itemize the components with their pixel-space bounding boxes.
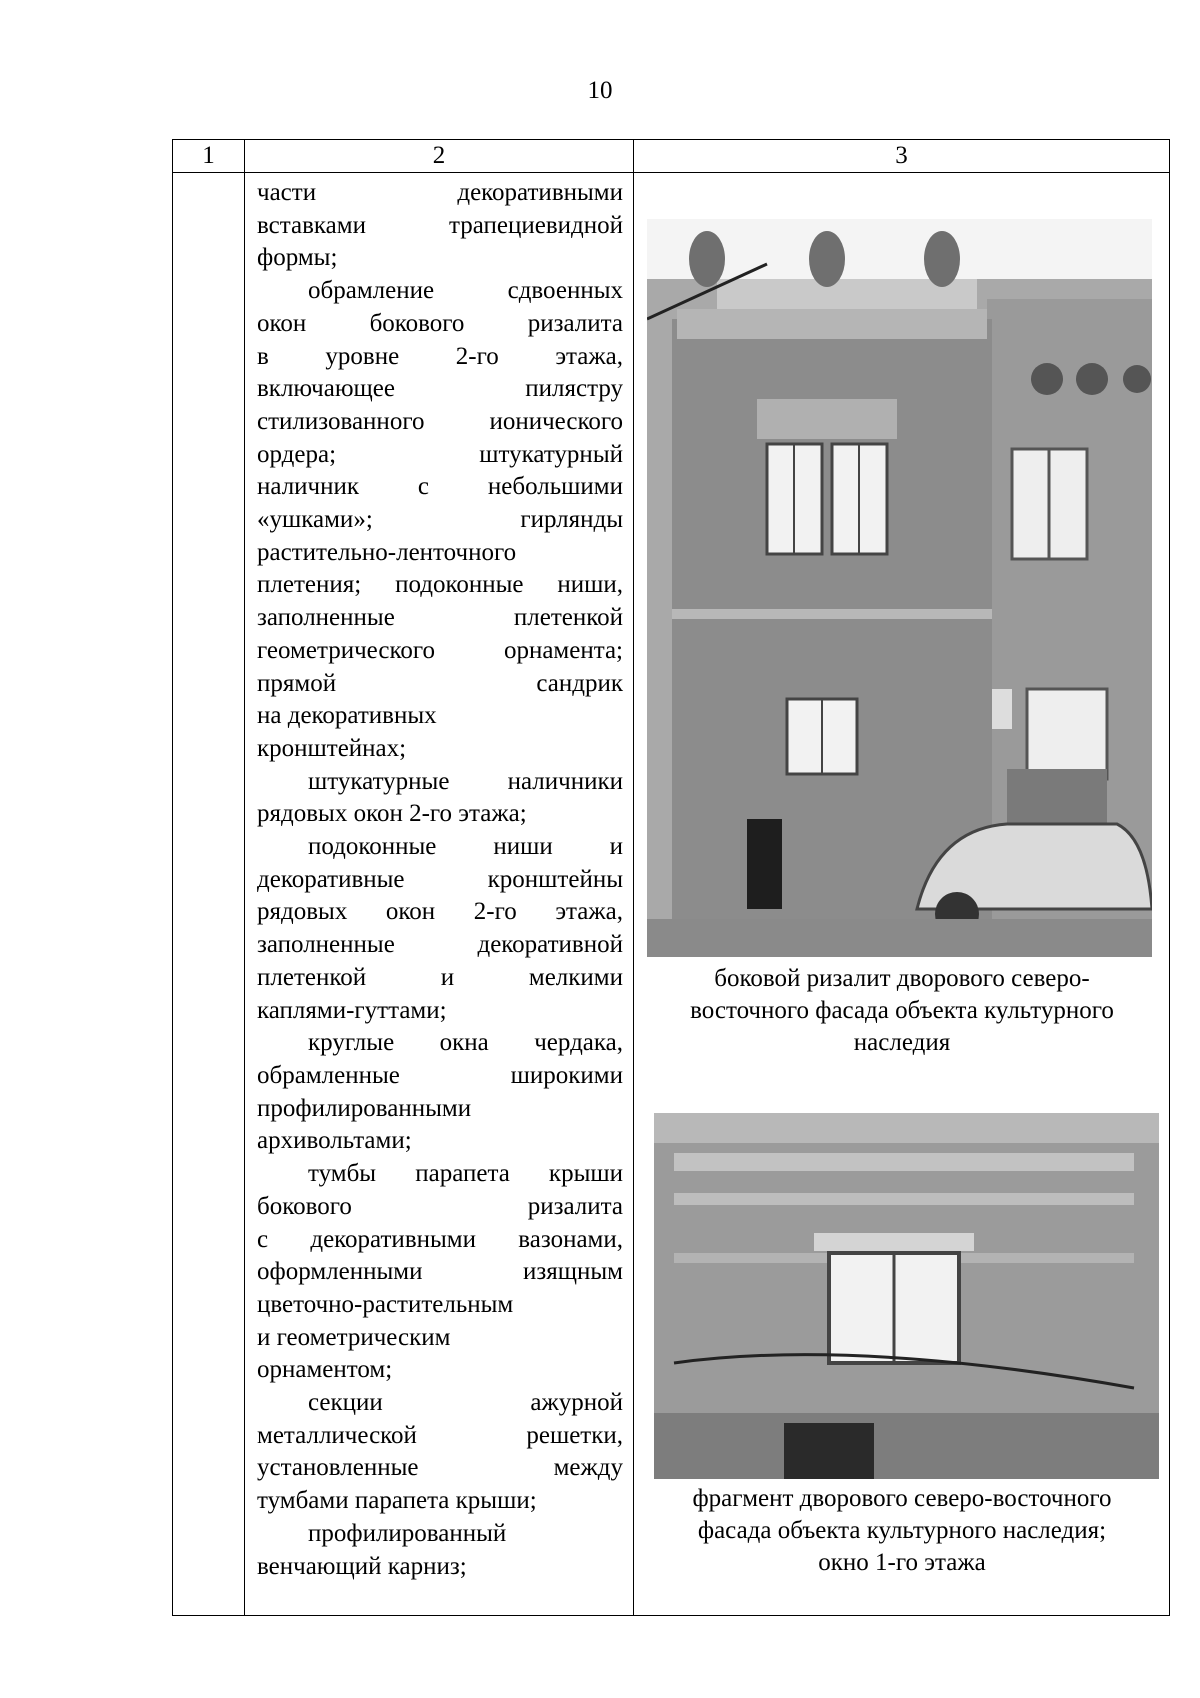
photo-cell bbox=[634, 173, 1170, 1616]
column-header-1: 1 bbox=[173, 140, 245, 173]
column-header-3: 3 bbox=[634, 140, 1170, 173]
heritage-table bbox=[172, 139, 1170, 1616]
row-number-cell bbox=[173, 173, 245, 1616]
facade-photo bbox=[647, 219, 1152, 957]
description-cell bbox=[245, 173, 634, 1616]
description-paragraph: профилированный венчающий карниз; bbox=[257, 1519, 507, 1580]
photo-caption: боковой ризалит дворового северо- восточного фасада объекта культурного наследия bbox=[690, 965, 1114, 1056]
window-photo bbox=[654, 1113, 1159, 1479]
description-paragraph: тумбы парапета крыши бокового ризалита с декоративными вазонами, оформленными изящным цветочно-растительным и геометрическим орнаментом; bbox=[257, 1160, 623, 1384]
description-paragraph: подоконные ниши и декоративные кронштейны рядовых окон 2-го этажа, заполненные декоративной плетенкой и мелкими каплями-гуттами; bbox=[257, 833, 623, 1024]
photo-caption: фрагмент дворового северо-восточного фасада объекта культурного наследия; окно 1-го этажа bbox=[692, 1485, 1112, 1576]
description-paragraph: секции ажурной металлической решетки, установленные между тумбами парапета крыши; bbox=[257, 1389, 623, 1515]
table-header-row bbox=[173, 140, 1170, 173]
description-paragraph: круглые окна чердака, обрамленные широкими профилированными архивольтами; bbox=[257, 1029, 623, 1155]
description-paragraph: обрамление сдвоенных окон бокового ризалита в уровне 2-го этажа, включающее пилястру стилизованного ионического ордера; штукатурный наличник с небольшими «ушками»; гирлянды растительно-ленточного плетения; подоконные ниши, заполненные плетенкой геометрического орнамента; прямой сандрик на декоративных кронштейнах; bbox=[257, 277, 623, 762]
description-paragraph: штукатурные наличники рядовых окон 2-го этажа; bbox=[257, 767, 623, 828]
window-photo-image bbox=[654, 1113, 1159, 1479]
table-row bbox=[173, 173, 1170, 1616]
page-number: 10 bbox=[587, 77, 613, 104]
column-header-2: 2 bbox=[245, 140, 634, 173]
facade-photo-image bbox=[647, 219, 1152, 957]
description-paragraph: части декоративными вставками трапециевидной формы; bbox=[257, 179, 623, 272]
